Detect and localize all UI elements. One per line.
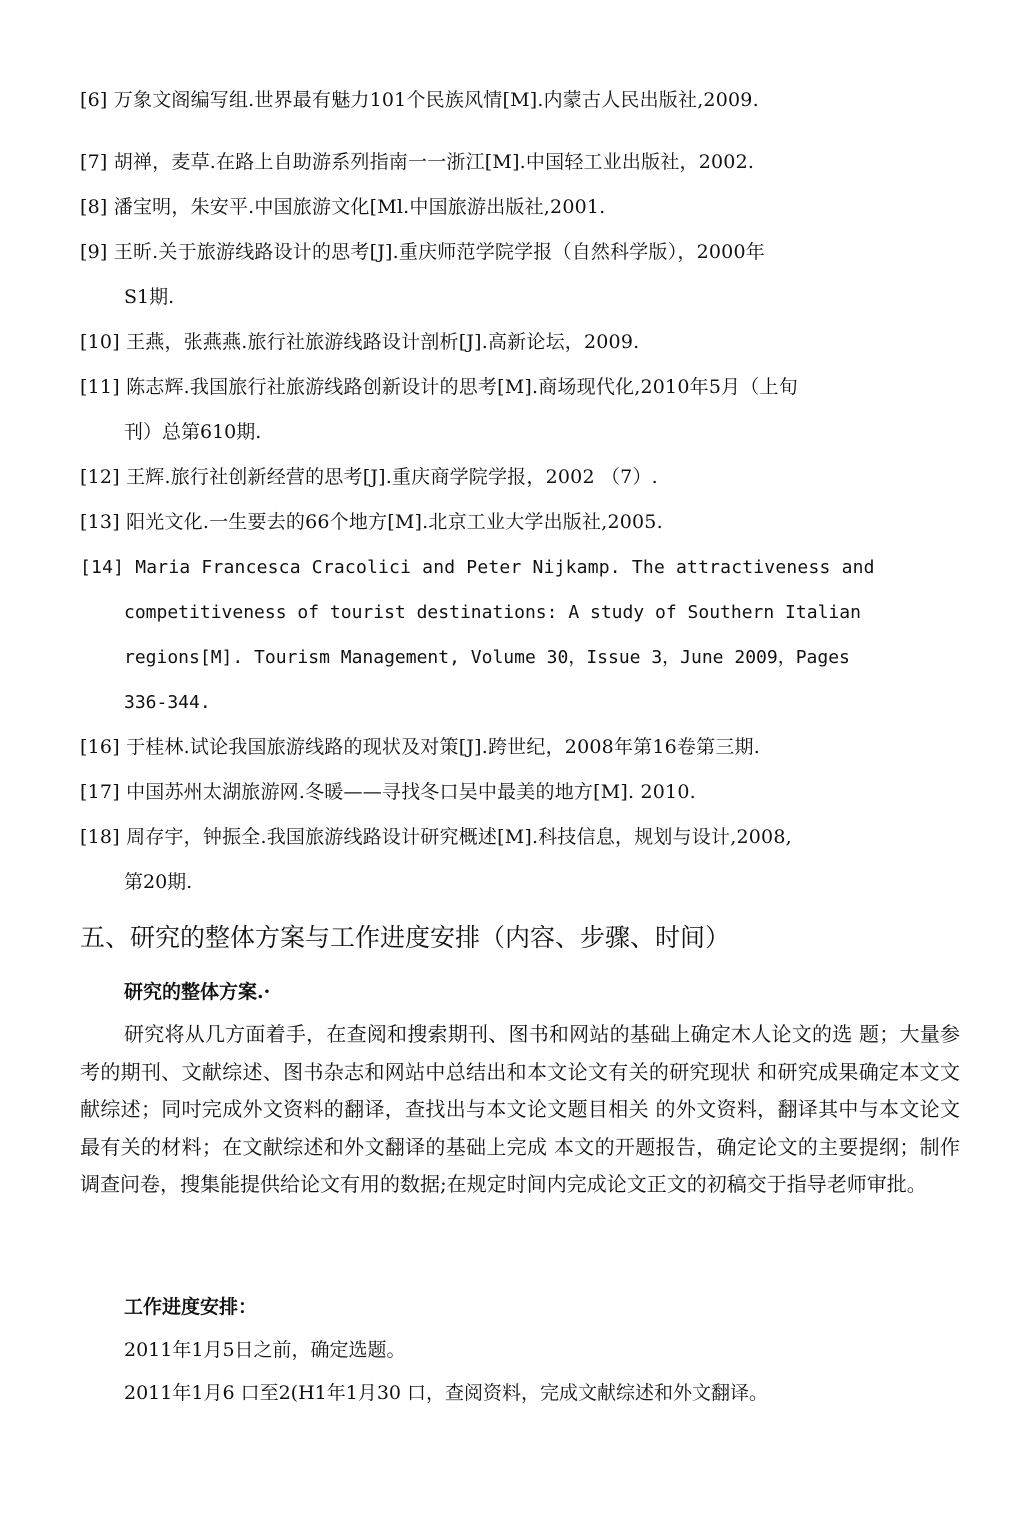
reference-9-continuation: S1期.: [124, 286, 175, 308]
plan-paragraph: 研究将从几方面着手，在查阅和搜索期刊、图书和网站的基础上确定木人论文的选 题；大量参考的期刊、文献综述、图书杂志和网站中总结出和本文论文有关的研究现状 和研究成果确定本文文献综述；同吋完成外文资料的翻译，查找出与本文论文题目相关 的外文资料，翻译其中与本文论文最有关的材料；在文献综述和外文翻译的基础上完成 本文的开题报告，确定论文的主要提纲；制作调查问卷，搜集能提供给论文有用的数据;在规定时间内完成论文正文的初稿交于指导老师审批。: [80, 1022, 960, 1196]
reference-14-line-4: 336-344.: [124, 692, 211, 713]
schedule-item-2: 2011年1月6 口至2(H1年1月30 口，查阅资料，完成文献综述和外文翻译。: [124, 1382, 769, 1404]
reference-17: [17] 中国苏州太湖旅游网.冬暖——寻找冬口吴中最美的地方[M]. 2010.: [80, 781, 696, 803]
reference-11: [11] 陈志辉.我国旅行社旅游线路创新设计的思考[M].商场现代化,2010年5月（上旬: [80, 376, 798, 398]
reference-14-line-2: competitiveness of tourist destinations: A study of Southern Italian: [124, 602, 861, 623]
reference-14: [14] Maria Francesca Cracolici and Peter Nijkamp. The attractiveness and: [80, 557, 875, 578]
reference-11-continuation: 刊）总第610期.: [124, 421, 262, 443]
schedule-item-1: 2011年1月5日之前，确定选题。: [124, 1339, 406, 1361]
section-heading: 五、研究的整体方案与工作进度安排（内容、步骤、时间）: [80, 923, 731, 952]
reference-12: [12] 王辉.旅行社创新经营的思考[J].重庆商学院学报，2002 （7）.: [80, 466, 658, 488]
reference-7: [7] 胡禅，麦草.在路上自助游系列指南一一浙江[M].中国轻工业出版社，2002.: [80, 151, 755, 173]
reference-8: [8] 潘宝明，朱安平.中国旅游文化[Ml.中国旅游出版社,2001.: [80, 196, 606, 218]
reference-9: [9] 王昕.关于旅游线路设计的思考[J].重庆师范学院学报（自然科学版），2000年: [80, 241, 765, 263]
reference-10: [10] 王燕，张燕燕.旅行社旅游线路设计剖析[J].高新论坛，2009.: [80, 331, 640, 353]
plan-title: 研究的整体方案.·: [124, 981, 271, 1003]
schedule-title: 工作进度安排：: [124, 1296, 258, 1318]
reference-18-continuation: 第20期.: [124, 871, 193, 893]
reference-16: [16] 于桂林.试论我国旅游线路的现状及对策[J].跨世纪，2008年第16卷第三期.: [80, 736, 760, 758]
reference-18: [18] 周存宇，钟振全.我国旅游线路设计研究概述[M].科技信息，规划与设计,2008,: [80, 826, 792, 848]
reference-6: [6] 万象文阁编写组.世界最有魅力101个民族风情[M].内蒙古人民出版社,2009.: [80, 89, 759, 111]
reference-14-line-3: regions[M]. Tourism Management, Volume 30，Issue 3，June 2009，Pages: [124, 647, 850, 668]
reference-13: [13] 阳光文化.一生要去的66个地方[M].北京工业大学出版社,2005.: [80, 511, 663, 533]
